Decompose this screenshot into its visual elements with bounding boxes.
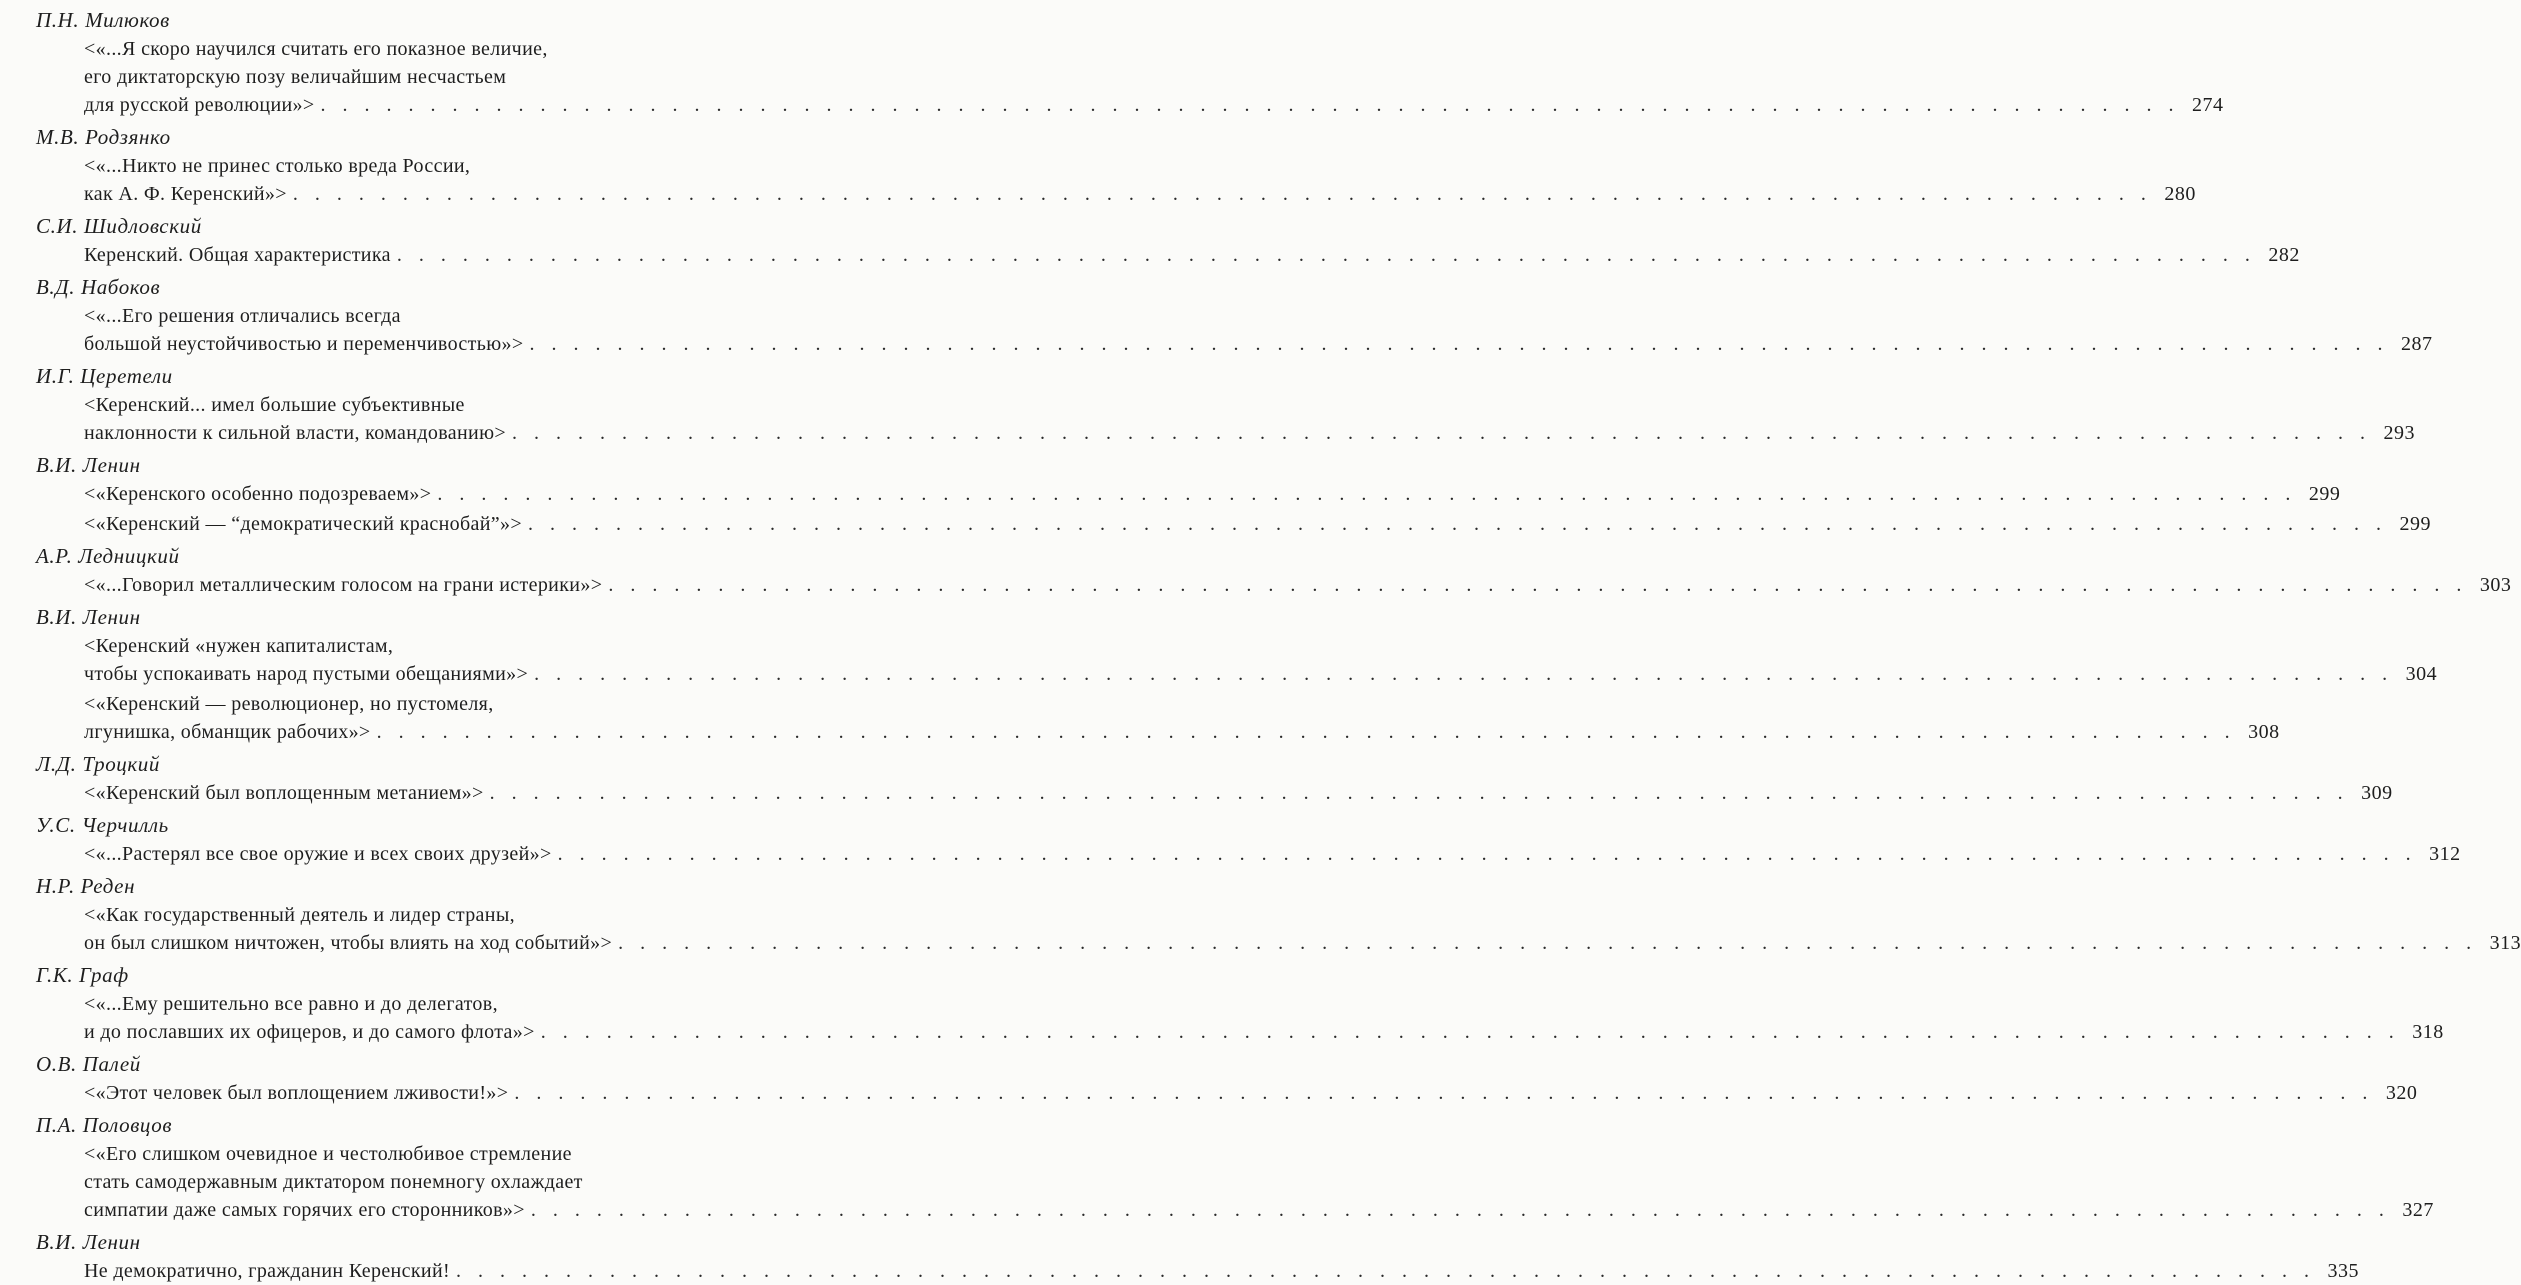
entry-text-line: <«Керенский — революционер, но пустомеля, <box>84 693 494 715</box>
dot-leader: . . . . . . . . . . . . . . . . . . . . . . . . . . . . . . . . . . . . . . . . . . . . . . . . . . . . . . . . . . . . . . . . . . . . . . . . . . . . . . . . . . . . . <box>608 574 2468 596</box>
entry-text-line: симпатии даже самых горячих его сторонников»> <box>84 1199 525 1221</box>
dot-leader: . . . . . . . . . . . . . . . . . . . . . . . . . . . . . . . . . . . . . . . . . . . . . . . . . . . . . . . . . . . . . . . . . . . . . . . . . . . . . . . . . . . . . <box>534 663 2394 685</box>
entry-text-line: <«Керенского особенно подозреваем»> <box>84 483 432 505</box>
toc-entry[interactable] <box>84 1140 2434 1224</box>
entry-text-line: <«...Растерял все свое оружие и всех своих друзей»> <box>84 843 552 865</box>
entry-last-line <box>84 660 2438 688</box>
author-name: В.И. Ленин <box>36 605 141 629</box>
author-name: Г.К. Граф <box>36 963 129 987</box>
entry-text-line: он был слишком ничтожен, чтобы влиять на ход событий»> <box>84 932 613 954</box>
entry-text-line: <«...Никто не принес столько вреда России, <box>84 155 471 177</box>
entry-text-line: большой неустойчивостью и переменчивостью»> <box>84 333 524 355</box>
page-number: 313 <box>2489 932 2521 954</box>
dot-leader: . . . . . . . . . . . . . . . . . . . . . . . . . . . . . . . . . . . . . . . . . . . . . . . . . . . . . . . . . . . . . . . . . . . . . . . . . . . . . . . . . . . . . <box>618 932 2478 954</box>
page-number: 280 <box>2164 183 2196 205</box>
entry-last-line <box>84 929 2521 957</box>
entry-text-line: <«Как государственный деятель и лидер страны, <box>84 904 515 926</box>
entry-text-line: <Керенский «нужен капиталистам, <box>84 635 394 657</box>
page-number: 282 <box>2268 244 2300 266</box>
entry-text-line: <«...Ему решительно все равно и до делегатов, <box>84 993 498 1015</box>
page-number: 299 <box>2399 513 2431 535</box>
page-number: 312 <box>2429 843 2461 865</box>
toc-entry[interactable] <box>84 1257 2360 1285</box>
entry-text-line: стать самодержавным диктатором понемногу охлаждает <box>84 1171 583 1193</box>
author-name: А.Р. Ледницкий <box>36 544 180 568</box>
dot-leader: . . . . . . . . . . . . . . . . . . . . . . . . . . . . . . . . . . . . . . . . . . . . . . . . . . . . . . . . . . . . . . . . . . . . . . . . . . . . . . . . . . . . . <box>376 721 2236 743</box>
author-name: В.И. Ленин <box>36 453 141 477</box>
entry-text-line: Не демократично, гражданин Керенский! <box>84 1260 451 1282</box>
toc-entry[interactable] <box>84 302 2433 358</box>
entry-text-line: его диктаторскую позу величайшим несчастьем <box>84 66 507 88</box>
entry-last-line <box>84 779 2393 807</box>
entry-text-line: <«...Говорил металлическим голосом на грани истерики»> <box>84 574 603 596</box>
entry-last-line <box>84 330 2433 358</box>
entry-last-line <box>84 1257 2360 1285</box>
page-number: 299 <box>2308 483 2341 505</box>
entry-last-line <box>84 1018 2444 1046</box>
entry-text-line: <«Керенский был воплощенным метанием»> <box>84 782 484 804</box>
entry-text-line: <«...Его решения отличались всегда <box>84 305 401 327</box>
author-name: И.Г. Церетели <box>36 364 173 388</box>
dot-leader: . . . . . . . . . . . . . . . . . . . . . . . . . . . . . . . . . . . . . . . . . . . . . . . . . . . . . . . . . . . . . . . . . . . . . . . . . . . . . . . . . . . . . <box>456 1260 2316 1282</box>
toc-entry[interactable] <box>84 510 2431 538</box>
entry-text-line: Керенский. Общая характеристика <box>84 244 391 266</box>
author-name: У.С. Черчилль <box>36 813 169 837</box>
dot-leader: . . . . . . . . . . . . . . . . . . . . . . . . . . . . . . . . . . . . . . . . . . . . . . . . . . . . . . . . . . . . . . . . . . . . . . . . . . . . . . . . . . . . . <box>437 483 2297 505</box>
dot-leader: . . . . . . . . . . . . . . . . . . . . . . . . . . . . . . . . . . . . . . . . . . . . . . . . . . . . . . . . . . . . . . . . . . . . . . . . . . . . . . . . . . . . . <box>512 422 2371 444</box>
toc-entry[interactable] <box>84 779 2393 807</box>
author-name: О.В. Палей <box>36 1052 141 1076</box>
page-number: 274 <box>2192 94 2224 116</box>
page-number: 308 <box>2248 721 2280 743</box>
dot-leader: . . . . . . . . . . . . . . . . . . . . . . . . . . . . . . . . . . . . . . . . . . . . . . . . . . . . . . . . . . . . . . . . . . . . . . . . . . . . . . . . . . . . . <box>529 333 2389 355</box>
entry-text-line: <Керенский... имел большие субъективные <box>84 394 465 416</box>
dot-leader: . . . . . . . . . . . . . . . . . . . . . . . . . . . . . . . . . . . . . . . . . . . . . . . . . . . . . . . . . . . . . . . . . . . . . . . . . . . . . . . . . . . . . <box>540 1021 2400 1043</box>
toc-entry[interactable] <box>84 391 2415 447</box>
toc-entry[interactable] <box>84 571 2512 599</box>
toc-entry[interactable] <box>84 35 2224 119</box>
page-number: 327 <box>2402 1199 2434 1221</box>
entry-text-line: <«...Я скоро научился считать его показное величие, <box>84 38 548 60</box>
entry-text-line: наклонности к сильной власти, командованию> <box>84 422 506 444</box>
dot-leader: . . . . . . . . . . . . . . . . . . . . . . . . . . . . . . . . . . . . . . . . . . . . . . . . . . . . . . . . . . . . . . . . . . . . . . . . . . . . . . . . . . . . . <box>396 244 2256 266</box>
toc-entry[interactable] <box>84 241 2300 269</box>
entry-text-line: как А. Ф. Керенский»> <box>84 183 287 205</box>
entry-last-line <box>84 1079 2418 1107</box>
page-number: 335 <box>2327 1260 2360 1282</box>
page-number: 309 <box>2361 782 2393 804</box>
entry-text-line: <«Керенский — “демократический краснобай”»> <box>84 513 522 535</box>
entry-last-line <box>84 91 2224 119</box>
author-name: В.И. Ленин <box>36 1230 141 1254</box>
author-name: Н.Р. Реден <box>36 874 136 898</box>
dot-leader: . . . . . . . . . . . . . . . . . . . . . . . . . . . . . . . . . . . . . . . . . . . . . . . . . . . . . . . . . . . . . . . . . . . . . . . . . . . . . . . . . . . . . <box>557 843 2417 865</box>
author-name: С.И. Шидловский <box>36 214 202 238</box>
entry-last-line <box>84 241 2300 269</box>
entry-last-line <box>84 510 2431 538</box>
author-name: В.Д. Набоков <box>36 275 161 299</box>
entry-text-line: и до пославших их офицеров, и до самого флота»> <box>84 1021 535 1043</box>
entry-text-line: лгунишка, обманщик рабочих»> <box>84 721 371 743</box>
dot-leader: . . . . . . . . . . . . . . . . . . . . . . . . . . . . . . . . . . . . . . . . . . . . . . . . . . . . . . . . . . . . . . . . . . . . . . . . . . . . . . . . . . . . . <box>292 183 2152 205</box>
entry-last-line <box>84 840 2461 868</box>
author-name: М.В. Родзянко <box>36 125 171 149</box>
author-name: Л.Д. Троцкий <box>36 752 161 776</box>
toc-entry[interactable] <box>84 1079 2418 1107</box>
page-number: 303 <box>2479 574 2512 596</box>
dot-leader: . . . . . . . . . . . . . . . . . . . . . . . . . . . . . . . . . . . . . . . . . . . . . . . . . . . . . . . . . . . . . . . . . . . . . . . . . . . . . . . . . . . . . <box>528 513 2387 535</box>
entry-last-line <box>84 571 2512 599</box>
entry-text-line: <«Его слишком очевидное и честолюбивое стремление <box>84 1143 572 1165</box>
toc-entry[interactable] <box>84 480 2341 508</box>
page-number: 318 <box>2412 1021 2444 1043</box>
toc-entry[interactable] <box>84 152 2196 208</box>
dot-leader: . . . . . . . . . . . . . . . . . . . . . . . . . . . . . . . . . . . . . . . . . . . . . . . . . . . . . . . . . . . . . . . . . . . . . . . . . . . . . . . . . . . . . <box>320 94 2180 116</box>
table-of-contents <box>0 6 2521 1285</box>
entry-text-line: чтобы успокаивать народ пустыми обещаниями»> <box>84 663 529 685</box>
toc-entry[interactable] <box>84 632 2438 688</box>
dot-leader: . . . . . . . . . . . . . . . . . . . . . . . . . . . . . . . . . . . . . . . . . . . . . . . . . . . . . . . . . . . . . . . . . . . . . . . . . . . . . . . . . . . . . <box>514 1082 2374 1104</box>
entry-text-line: <«Этот человек был воплощением лживости!»> <box>84 1082 509 1104</box>
dot-leader: . . . . . . . . . . . . . . . . . . . . . . . . . . . . . . . . . . . . . . . . . . . . . . . . . . . . . . . . . . . . . . . . . . . . . . . . . . . . . . . . . . . . . <box>530 1199 2390 1221</box>
author-name: П.Н. Милюков <box>36 8 170 32</box>
dot-leader: . . . . . . . . . . . . . . . . . . . . . . . . . . . . . . . . . . . . . . . . . . . . . . . . . . . . . . . . . . . . . . . . . . . . . . . . . . . . . . . . . . . . . <box>489 782 2349 804</box>
entry-last-line <box>84 180 2196 208</box>
entry-last-line <box>84 718 2280 746</box>
entry-last-line <box>84 1196 2434 1224</box>
page-number: 320 <box>2385 1082 2418 1104</box>
toc-entry[interactable] <box>84 840 2461 868</box>
entry-last-line <box>84 419 2415 447</box>
toc-entry[interactable] <box>84 690 2280 746</box>
entry-last-line <box>84 480 2341 508</box>
entry-text-line: для русской революции»> <box>84 94 315 116</box>
page-number: 304 <box>2405 663 2438 685</box>
toc-entry[interactable] <box>84 990 2444 1046</box>
page-number: 287 <box>2400 333 2433 355</box>
page-number: 293 <box>2383 422 2415 444</box>
toc-entry[interactable] <box>84 901 2521 957</box>
author-name: П.А. Половцов <box>36 1113 173 1137</box>
